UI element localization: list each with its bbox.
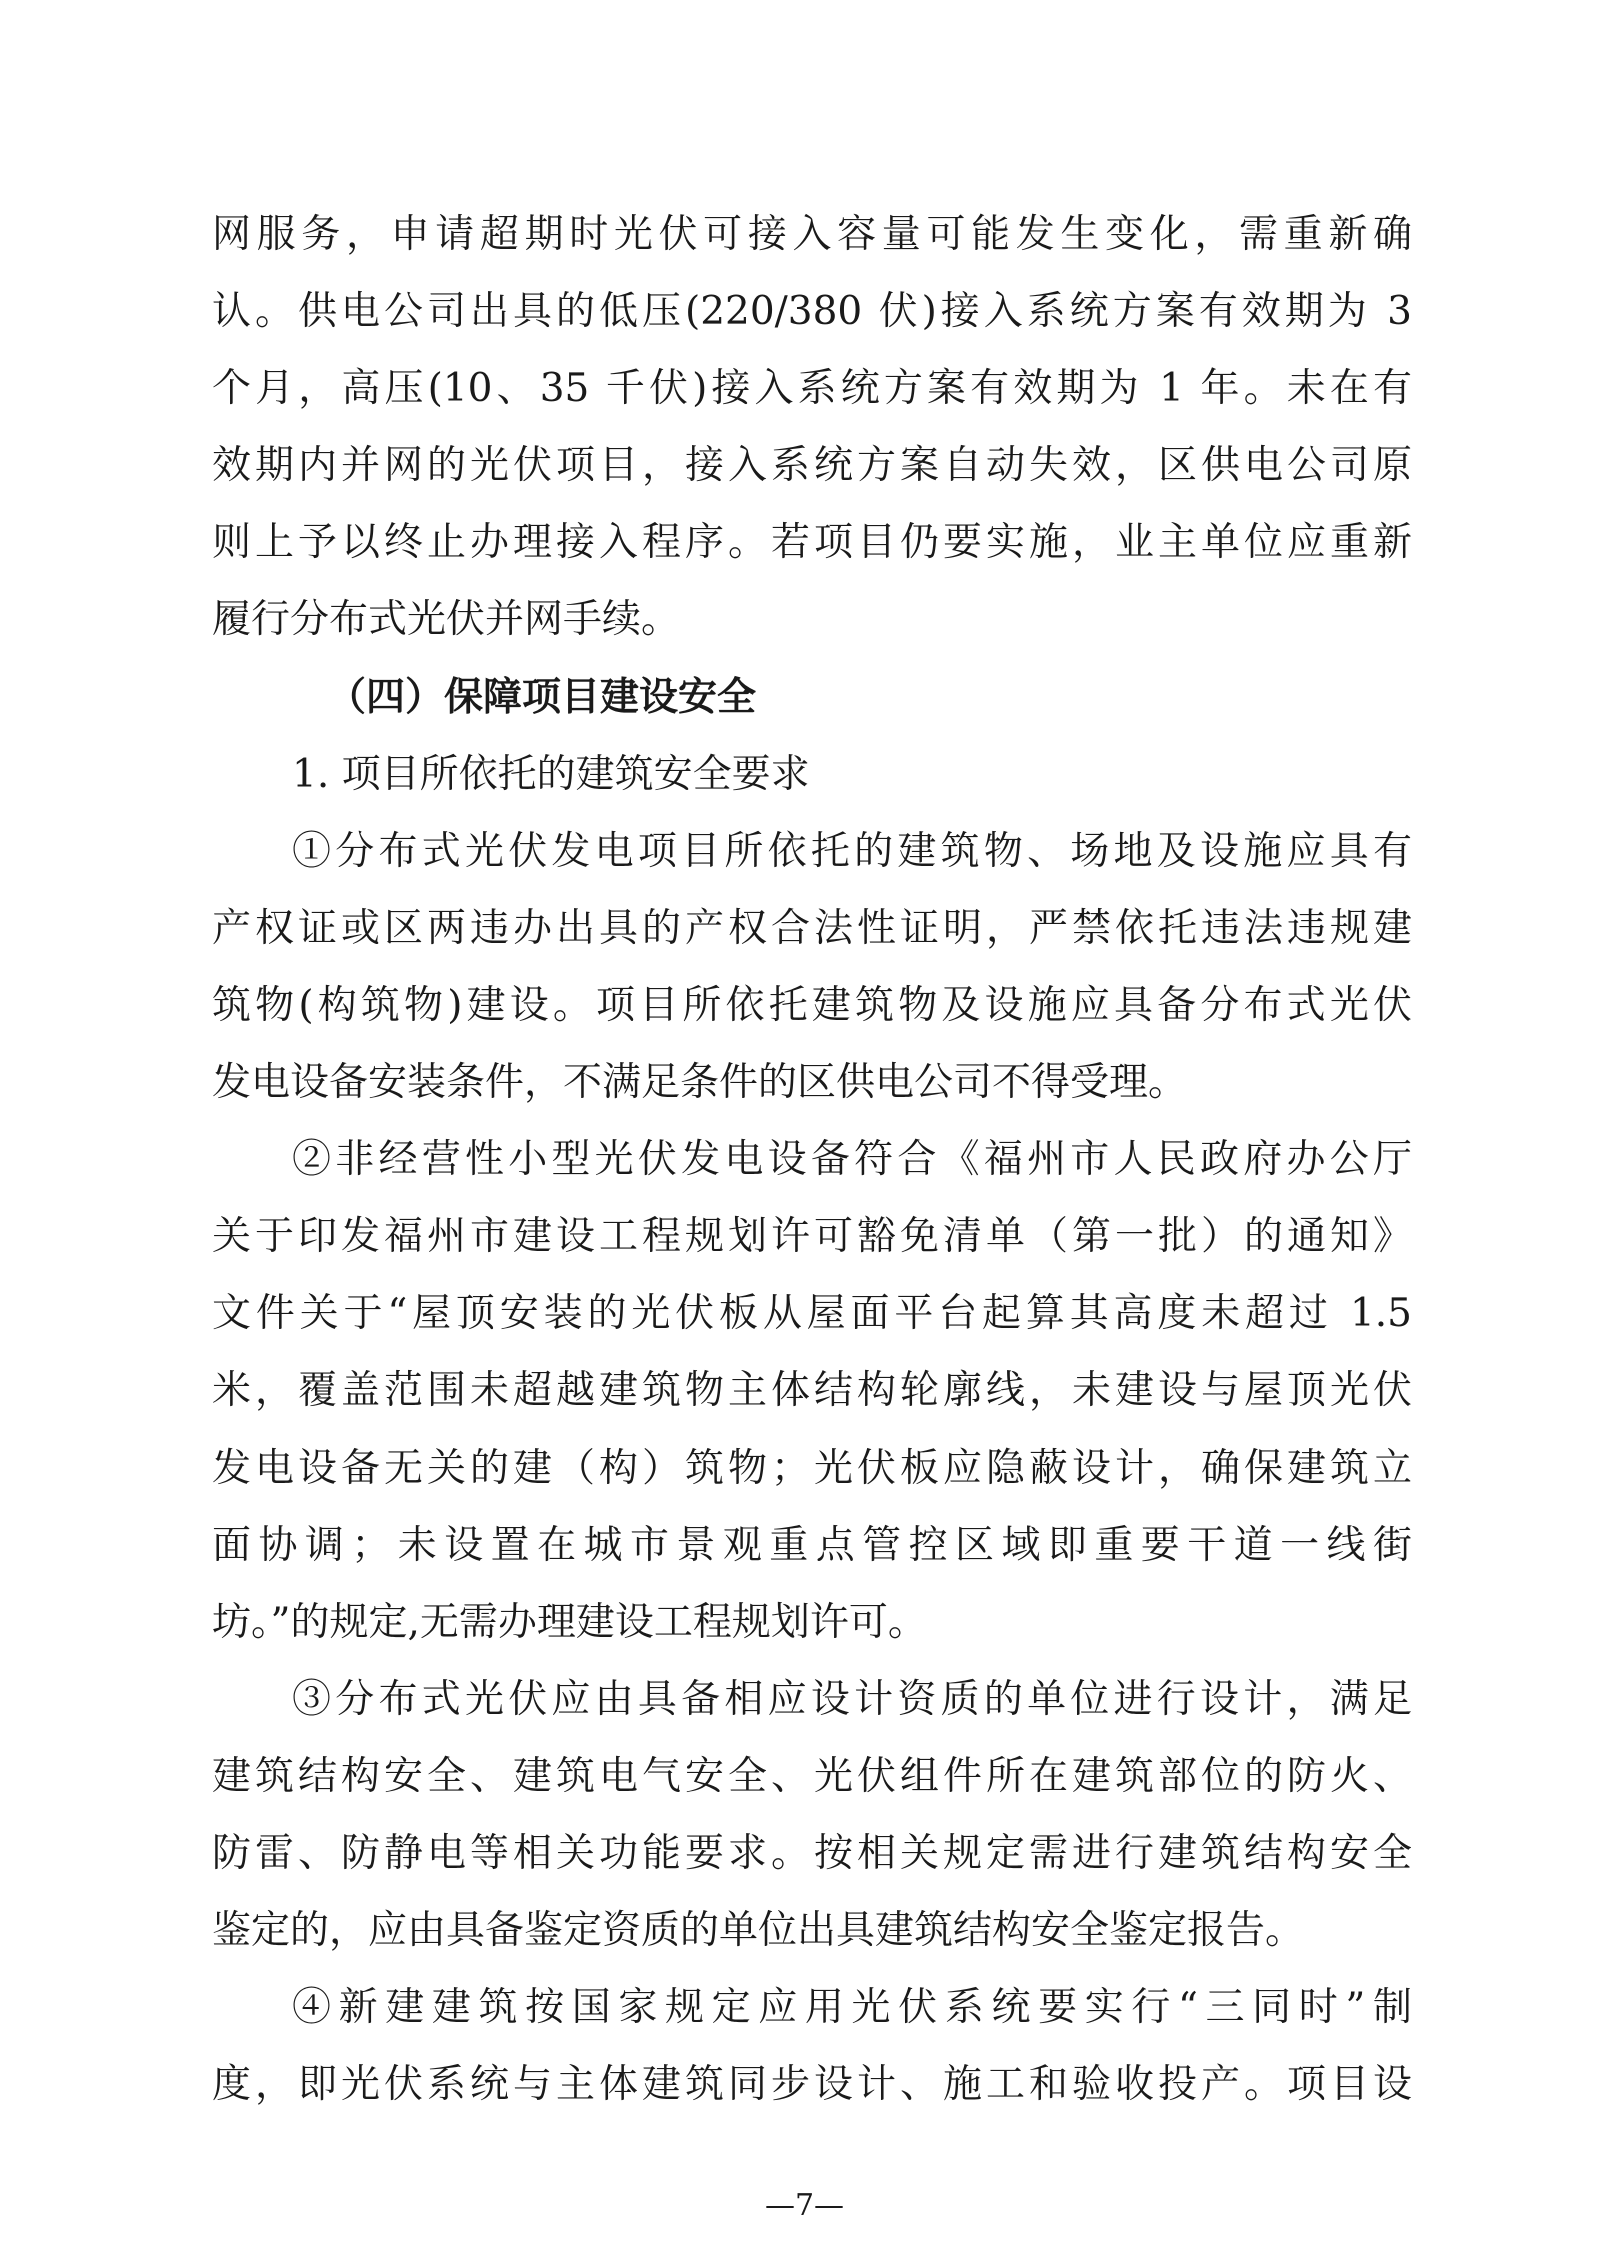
paragraph-item-2 — [212, 1121, 1412, 1661]
document-body — [212, 196, 1412, 2123]
text-line: 建筑结构安全、建筑电气安全、光伏组件所在建筑部位的防火、 — [212, 1753, 1412, 1799]
text-line: 网服务，申请超期时光伏可接入容量可能发生变化，需重新确 — [212, 212, 1412, 257]
text-line: 效期内并网的光伏项目，接入系统方案自动失效，区供电公司原 — [212, 443, 1412, 489]
text-line: ③分布式光伏应由具备相应设计资质的单位进行设计，满足 — [292, 1676, 1412, 1722]
page-number: —7— — [764, 2188, 845, 2223]
text-line: 文件关于“屋顶安装的光伏板从屋面平台起算其高度未超过 1.5 — [212, 1291, 1412, 1337]
text-line: 鉴定的，应由具备鉴定资质的单位出具建筑结构安全鉴定报告。 — [212, 1908, 1305, 1954]
text-line: 坊。”的规定,无需办理建设工程规划许可。 — [212, 1599, 927, 1645]
text-line: 发电设备无关的建（构）筑物；光伏板应隐蔽设计，确保建筑立 — [212, 1445, 1412, 1491]
text-line: ④新建建筑按国家规定应用光伏系统要实行“三同时”制 — [292, 1985, 1412, 2031]
text-line: 防雷、防静电等相关功能要求。按相关规定需进行建筑结构安全 — [212, 1830, 1412, 1876]
text-line: 米，覆盖范围未超越建筑物主体结构轮廓线，未建设与屋顶光伏 — [212, 1368, 1412, 1414]
text-line: 则上予以终止办理接入程序。若项目仍要实施，业主单位应重新 — [212, 520, 1412, 566]
text-line: ②非经营性小型光伏发电设备符合《福州市人民政府办公厅 — [292, 1137, 1412, 1183]
paragraph-continuation — [212, 196, 1412, 659]
text-line: 履行分布式光伏并网手续。 — [212, 597, 681, 643]
subsection-heading: 1. 项目所依托的建筑安全要求 — [292, 751, 810, 797]
text-line: 关于印发福州市建设工程规划许可豁免清单（第一批）的通知》 — [212, 1214, 1412, 1260]
text-line: ①分布式光伏发电项目所依托的建筑物、场地及设施应具有 — [292, 828, 1412, 874]
text-line: 筑物(构筑物)建设。项目所依托建筑物及设施应具备分布式光伏 — [212, 982, 1412, 1028]
paragraph-item-1 — [212, 813, 1412, 1121]
text-line: 认。供电公司出具的低压(220/380 伏)接入系统方案有效期为 3 — [212, 289, 1412, 335]
text-line: 发电设备安装条件，不满足条件的区供电公司不得受理。 — [212, 1060, 1188, 1106]
paragraph-item-3 — [212, 1661, 1412, 1969]
text-line: 个月，高压(10、35 千伏)接入系统方案有效期为 1 年。未在有 — [212, 366, 1412, 412]
paragraph-item-4 — [212, 1969, 1412, 2123]
section-heading: （四）保障项目建设安全 — [327, 673, 757, 720]
text-line: 面协调；未设置在城市景观重点管控区域即重要干道一线街 — [212, 1522, 1412, 1568]
text-line: 产权证或区两违办出具的产权合法性证明，严禁依托违法违规建 — [212, 905, 1412, 951]
text-line: 度，即光伏系统与主体建筑同步设计、施工和验收投产。项目设 — [212, 2062, 1412, 2108]
